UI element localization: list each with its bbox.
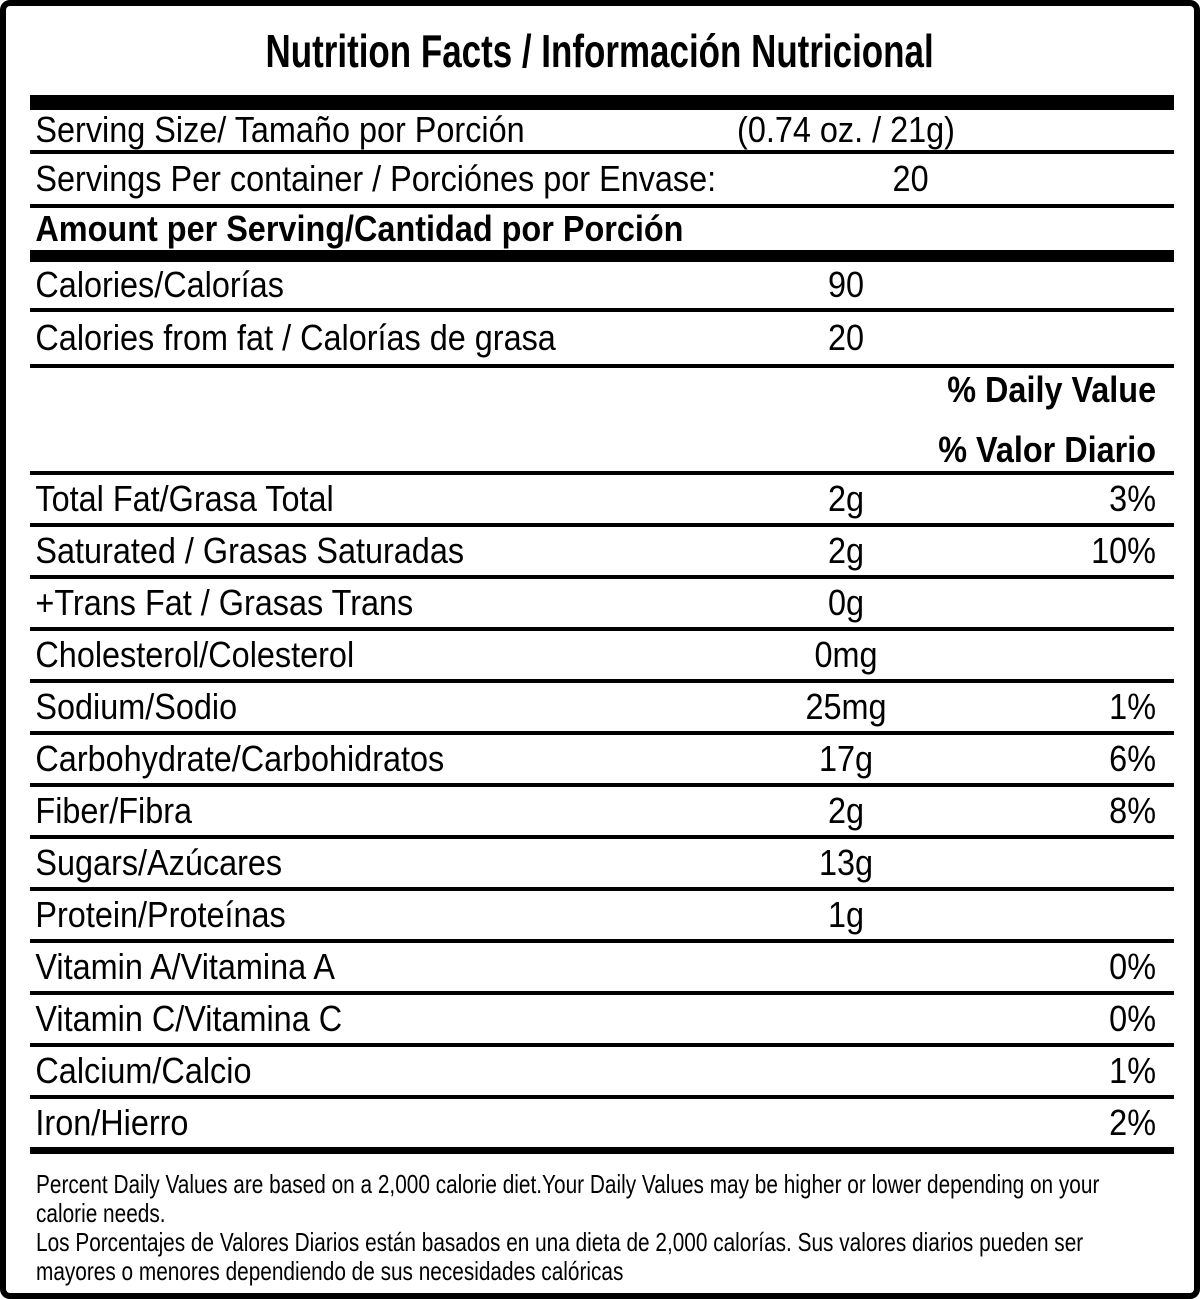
nutrient-label: Cholesterol/Colesterol bbox=[35, 634, 355, 675]
nutrient-label: Vitamin C/Vitamina C bbox=[35, 998, 343, 1039]
nutrient-amount: 17g bbox=[818, 738, 874, 779]
row-total-fat bbox=[30, 475, 1174, 527]
nutrient-label: Saturated / Grasas Saturadas bbox=[35, 530, 465, 571]
nutrient-dv: 2% bbox=[1109, 1102, 1156, 1143]
servings-per-container-label: Servings Per container / Porciónes por Envase: bbox=[35, 158, 717, 199]
nutrient-dv: 6% bbox=[1109, 738, 1156, 779]
row-calories-from-fat bbox=[30, 312, 1174, 368]
row-section-header bbox=[30, 208, 1174, 250]
row-fiber bbox=[30, 787, 1174, 839]
nutrient-dv: 1% bbox=[1109, 1050, 1156, 1091]
row-sodium bbox=[30, 683, 1174, 735]
row-saturated-fat bbox=[30, 527, 1174, 579]
nutrient-label: Calcium/Calcio bbox=[35, 1050, 252, 1091]
row-cholesterol bbox=[30, 631, 1174, 683]
divider-bar-amount-per-serving bbox=[30, 250, 1174, 262]
divider-bar-top bbox=[30, 95, 1174, 110]
row-vitamin-a bbox=[30, 943, 1174, 995]
nutrient-label: Sodium/Sodio bbox=[35, 686, 238, 727]
nutrient-dv: 3% bbox=[1109, 478, 1156, 519]
nutrient-label: Vitamin A/Vitamina A bbox=[35, 946, 335, 987]
nutrient-dv: 1% bbox=[1109, 686, 1156, 727]
calories-value: 90 bbox=[827, 264, 865, 305]
row-iron bbox=[30, 1099, 1174, 1154]
row-calcium bbox=[30, 1047, 1174, 1099]
nutrient-amount: 25mg bbox=[805, 686, 887, 727]
serving-size-label: Serving Size/ Tamaño por Porción bbox=[35, 109, 525, 150]
calories-from-fat-value: 20 bbox=[827, 317, 865, 358]
nutrient-label: Carbohydrate/Carbohidratos bbox=[35, 738, 445, 779]
nutrient-amount: 2g bbox=[827, 790, 865, 831]
row-calories bbox=[30, 262, 1174, 312]
nutrient-dv: 0% bbox=[1109, 998, 1156, 1039]
footnote-spanish-line-1: Los Porcentajes de Valores Diarios están basados en una dieta de 2,000 calorías. Sus valores diarios pueden ser bbox=[36, 1227, 1084, 1257]
row-vitamin-c bbox=[30, 995, 1174, 1047]
nutrient-dv: 8% bbox=[1109, 790, 1156, 831]
row-serving-size bbox=[30, 110, 1174, 154]
nutrient-dv: 0% bbox=[1109, 946, 1156, 987]
serving-size-value: (0.74 oz. / 21g) bbox=[737, 109, 955, 150]
row-sugars bbox=[30, 839, 1174, 891]
nutrient-amount: 2g bbox=[827, 478, 865, 519]
nutrient-dv: 10% bbox=[1091, 530, 1156, 571]
row-trans-fat bbox=[30, 579, 1174, 631]
nutrient-label: Fiber/Fibra bbox=[35, 790, 193, 831]
nutrient-label: Iron/Hierro bbox=[35, 1102, 189, 1143]
calories-label: Calories/Calorías bbox=[35, 264, 284, 305]
daily-value-header-spanish: % Valor Diario bbox=[938, 428, 1156, 470]
nutrient-label: Total Fat/Grasa Total bbox=[35, 478, 334, 519]
row-protein bbox=[30, 891, 1174, 943]
footnote-english-line-1: Percent Daily Values are based on a 2,000 calorie diet.Your Daily Values may be higher or lower depending on your bbox=[36, 1169, 1100, 1199]
servings-per-container-value: 20 bbox=[892, 158, 929, 199]
nutrient-label: Sugars/Azúcares bbox=[35, 842, 283, 883]
daily-value-header bbox=[30, 368, 1174, 475]
footnote-english-line-2: calorie needs. bbox=[36, 1198, 166, 1228]
amount-per-serving-header: Amount per Serving/Cantidad por Porción bbox=[35, 208, 684, 249]
row-carbohydrate bbox=[30, 735, 1174, 787]
calories-from-fat-label: Calories from fat / Calorías de grasa bbox=[35, 317, 556, 358]
footnote-spanish-line-2: mayores o menores dependiendo de sus necesidades calóricas bbox=[36, 1256, 624, 1286]
footnotes bbox=[30, 1154, 1174, 1286]
nutrient-amount: 2g bbox=[827, 530, 865, 571]
page-title: Nutrition Facts / Información Nutricional bbox=[265, 24, 935, 77]
label-title-row bbox=[6, 6, 1194, 95]
nutrient-label: +Trans Fat / Grasas Trans bbox=[35, 582, 414, 623]
nutrient-amount: 1g bbox=[827, 894, 865, 935]
nutrient-amount: 0mg bbox=[814, 634, 878, 675]
daily-value-header-english: % Daily Value bbox=[947, 368, 1156, 410]
nutrient-amount: 13g bbox=[818, 842, 874, 883]
row-servings-per-container bbox=[30, 154, 1174, 208]
nutrient-amount: 0g bbox=[827, 582, 865, 623]
nutrient-label: Protein/Proteínas bbox=[35, 894, 286, 935]
